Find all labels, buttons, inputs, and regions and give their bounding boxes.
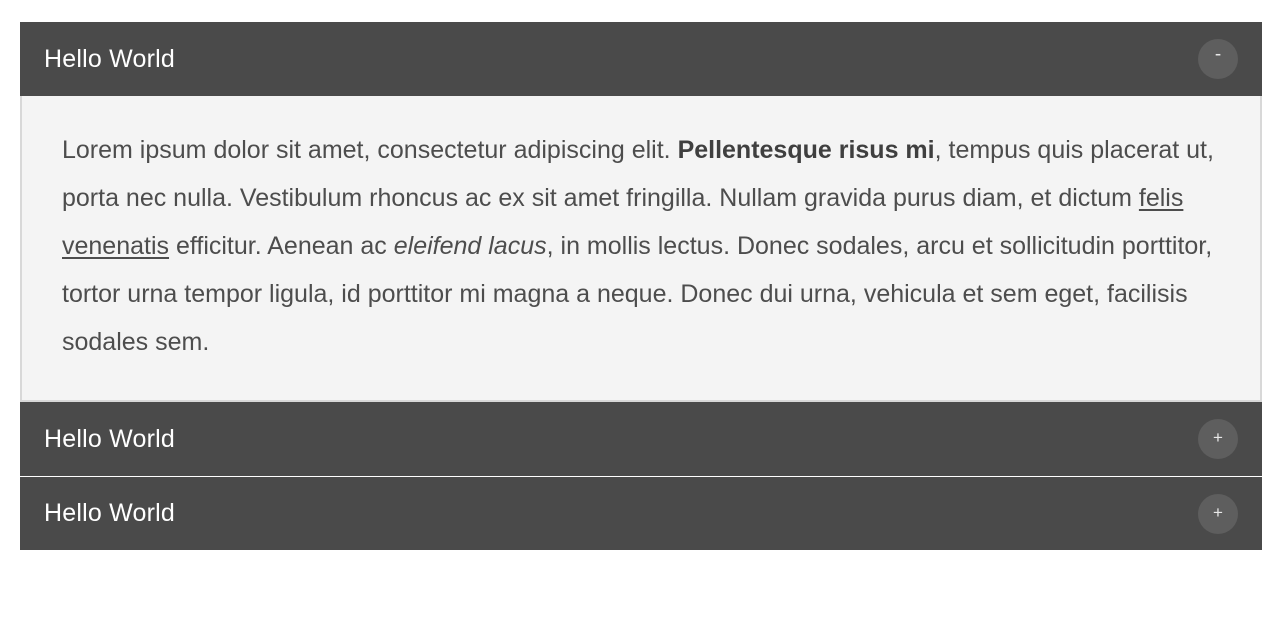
accordion-panel-3	[20, 476, 1262, 550]
body-segment: efficitur. Aenean ac	[169, 232, 394, 260]
plus-icon[interactable]: +	[1198, 494, 1238, 534]
body-segment-italic: eleifend lacus	[393, 232, 547, 260]
accordion-title-2: Hello World	[44, 424, 175, 453]
accordion-header-3[interactable]	[20, 476, 1262, 550]
accordion-header-1[interactable]	[20, 22, 1262, 96]
accordion-panel-1	[20, 22, 1262, 402]
accordion-header-2[interactable]	[20, 402, 1262, 476]
plus-icon[interactable]: +	[1198, 419, 1238, 459]
minus-icon[interactable]: -	[1198, 39, 1238, 79]
body-segment: Lorem ipsum dolor sit amet, consectetur adipiscing elit.	[62, 136, 678, 164]
accordion-panel-2	[20, 402, 1262, 476]
accordion	[20, 22, 1262, 550]
body-segment-link[interactable]: felis venenatis	[62, 184, 1184, 260]
body-segment: , tempus quis placerat ut, porta nec nulla. Vestibulum rhoncus ac ex sit amet fringilla. Nullam gravida purus diam, et dictum	[62, 136, 1214, 212]
accordion-title-3: Hello World	[44, 499, 175, 527]
body-segment-bold: Pellentesque risus mi	[677, 136, 935, 164]
accordion-title-1: Hello World	[44, 44, 175, 73]
accordion-body-1	[20, 96, 1262, 402]
accordion-body-text-1	[62, 126, 1222, 366]
body-segment: , in mollis lectus. Donec sodales, arcu et sollicitudin porttitor, tortor urna tempor ligula, id porttitor mi magna a neque. Donec dui urna, vehicula et sem eget, facilisis sodales sem.	[62, 232, 1213, 356]
